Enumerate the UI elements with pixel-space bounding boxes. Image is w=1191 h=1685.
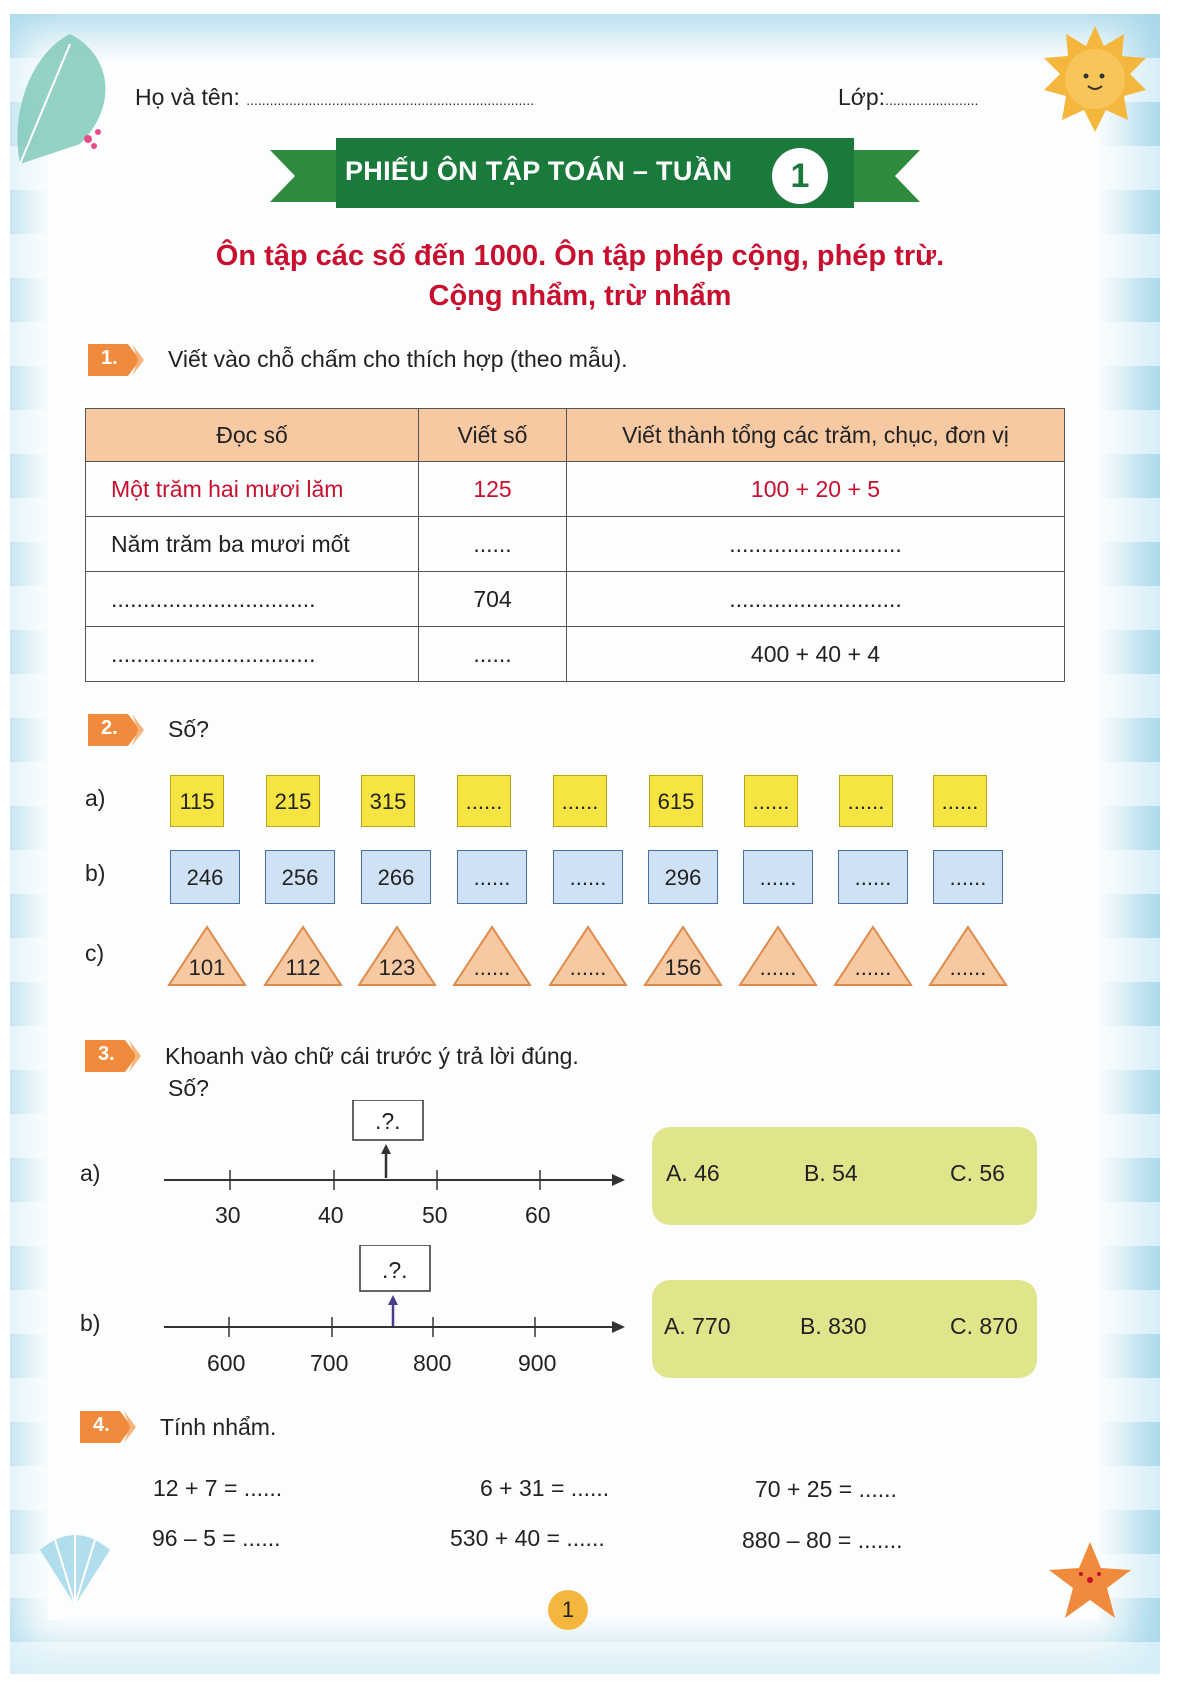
seashell-icon (30, 1520, 120, 1610)
subtitle-line-1: Ôn tập các số đến 1000. Ôn tập phép cộng, phép trừ. (215, 240, 945, 272)
table-cell-blank[interactable]: ................................ (86, 627, 419, 682)
leaf-decoration-icon (0, 14, 150, 174)
number-table (85, 408, 1065, 682)
sequence-triangle: 123 (357, 925, 437, 987)
class-label: Lớp: (838, 84, 886, 110)
starfish-icon (1045, 1540, 1135, 1620)
sequence-box-blank[interactable]: ...... (838, 850, 908, 904)
sequence-box: 215 (266, 775, 320, 827)
table-cell-blank[interactable]: ...... (419, 517, 567, 572)
sequence-triangle-blank[interactable]: ...... (452, 925, 532, 987)
sequence-box: 246 (170, 850, 240, 904)
week-number: 1 (772, 148, 828, 204)
sequence-box-blank[interactable]: ...... (744, 775, 798, 827)
class-dots[interactable]: ........................ (885, 92, 979, 108)
table-cell-blank[interactable]: ........................... (567, 572, 1065, 627)
table-cell: 125 (419, 462, 567, 517)
sequence-triangle-blank[interactable]: ...... (833, 925, 913, 987)
sequence-triangle-blank[interactable]: ...... (928, 925, 1008, 987)
name-dots[interactable]: .......................................................................... (246, 92, 535, 108)
sun-icon (1040, 24, 1150, 134)
sequence-box-blank[interactable]: ...... (839, 775, 893, 827)
option-c[interactable]: C. 56 (950, 1160, 1005, 1186)
sequence-triangle: 101 (167, 925, 247, 987)
table-row (86, 517, 1065, 572)
sequence-box: 256 (265, 850, 335, 904)
exercise-2-number: 2. (101, 717, 118, 739)
tick-label: 40 (318, 1202, 344, 1228)
calc-item[interactable]: 70 + 25 = ...... (755, 1476, 897, 1502)
sequence-box-blank[interactable]: ...... (933, 850, 1003, 904)
sequence-box-blank[interactable]: ...... (933, 775, 987, 827)
option-a[interactable]: A. 46 (666, 1160, 720, 1186)
row-a-label: a) (85, 785, 106, 811)
row-b-label: b) (85, 860, 106, 886)
calc-item[interactable]: 530 + 40 = ...... (450, 1525, 605, 1551)
table-header: Đọc số (86, 409, 419, 462)
tick-label: 50 (422, 1202, 448, 1228)
sequence-box: 615 (649, 775, 703, 827)
sequence-box-blank[interactable]: ...... (743, 850, 813, 904)
sequence-box-blank[interactable]: ...... (553, 850, 623, 904)
sequence-triangle: 156 (643, 925, 723, 987)
exercise-3-question: Khoanh vào chữ cái trước ý trả lời đúng. (165, 1043, 579, 1069)
table-cell-blank[interactable]: ................................ (86, 572, 419, 627)
sequence-box: 296 (648, 850, 718, 904)
option-b[interactable]: B. 54 (804, 1160, 858, 1186)
sequence-triangle-blank[interactable]: ...... (738, 925, 818, 987)
exercise-4-question: Tính nhẩm. (160, 1414, 277, 1440)
exercise-3-subquestion: Số? (168, 1075, 209, 1101)
name-field (135, 84, 534, 111)
calc-item[interactable]: 880 – 80 = ....... (742, 1527, 903, 1553)
answer-options-b (652, 1280, 1037, 1378)
table-header: Viết số (419, 409, 567, 462)
table-row (86, 627, 1065, 682)
table-cell: 400 + 40 + 4 (567, 627, 1065, 682)
table-row (86, 462, 1065, 517)
calc-item[interactable]: 96 – 5 = ...... (152, 1525, 281, 1551)
option-c[interactable]: C. 870 (950, 1313, 1018, 1339)
table-row (86, 572, 1065, 627)
table-cell: 100 + 20 + 5 (567, 462, 1065, 517)
page-title: PHIẾU ÔN TẬP TOÁN – TUẦN (345, 156, 733, 186)
class-field (838, 84, 978, 111)
sequence-box: 266 (361, 850, 431, 904)
tick-label: 30 (215, 1202, 241, 1228)
table-cell: 704 (419, 572, 567, 627)
exercise-1-number: 1. (101, 347, 118, 369)
option-b[interactable]: B. 830 (800, 1313, 867, 1339)
answer-options-a (652, 1127, 1037, 1225)
name-label: Họ và tên: (135, 84, 240, 110)
calc-item[interactable]: 6 + 31 = ...... (480, 1475, 610, 1501)
tick-label: 600 (207, 1350, 246, 1376)
exercise-4-number: 4. (93, 1414, 110, 1436)
table-cell: Một trăm hai mươi lăm (86, 462, 419, 517)
tick-label: 60 (525, 1202, 551, 1228)
sequence-triangle: 112 (263, 925, 343, 987)
exercise-2-question: Số? (168, 716, 209, 742)
table-cell: Năm trăm ba mươi mốt (86, 517, 419, 572)
exercise-1-question: Viết vào chỗ chấm cho thích hợp (theo mẫu). (168, 346, 628, 372)
unknown-box[interactable]: .?. (382, 1257, 408, 1283)
table-cell-blank[interactable]: ........................... (567, 517, 1065, 572)
tick-label: 900 (518, 1350, 557, 1376)
sequence-box-blank[interactable]: ...... (457, 775, 511, 827)
exercise-3-number: 3. (98, 1043, 115, 1065)
subtitle-line-2: Cộng nhẩm, trừ nhẩm (428, 280, 732, 312)
table-cell-blank[interactable]: ...... (419, 627, 567, 682)
table-header-row (86, 409, 1065, 462)
page-number: 1 (548, 1590, 588, 1630)
unknown-box[interactable]: .?. (375, 1108, 401, 1134)
sequence-triangle-blank[interactable]: ...... (548, 925, 628, 987)
sequence-box-blank[interactable]: ...... (457, 850, 527, 904)
tick-label: 800 (413, 1350, 452, 1376)
table-header: Viết thành tổng các trăm, chục, đơn vị (567, 409, 1065, 462)
sequence-box: 315 (361, 775, 415, 827)
row-c-label: c) (85, 940, 105, 966)
sequence-box: 115 (170, 775, 224, 827)
calc-item[interactable]: 12 + 7 = ...... (153, 1475, 283, 1501)
sequence-box-blank[interactable]: ...... (553, 775, 607, 827)
part-b-label: b) (80, 1310, 101, 1336)
tick-label: 700 (310, 1350, 349, 1376)
part-a-label: a) (80, 1160, 101, 1186)
option-a[interactable]: A. 770 (664, 1313, 731, 1339)
